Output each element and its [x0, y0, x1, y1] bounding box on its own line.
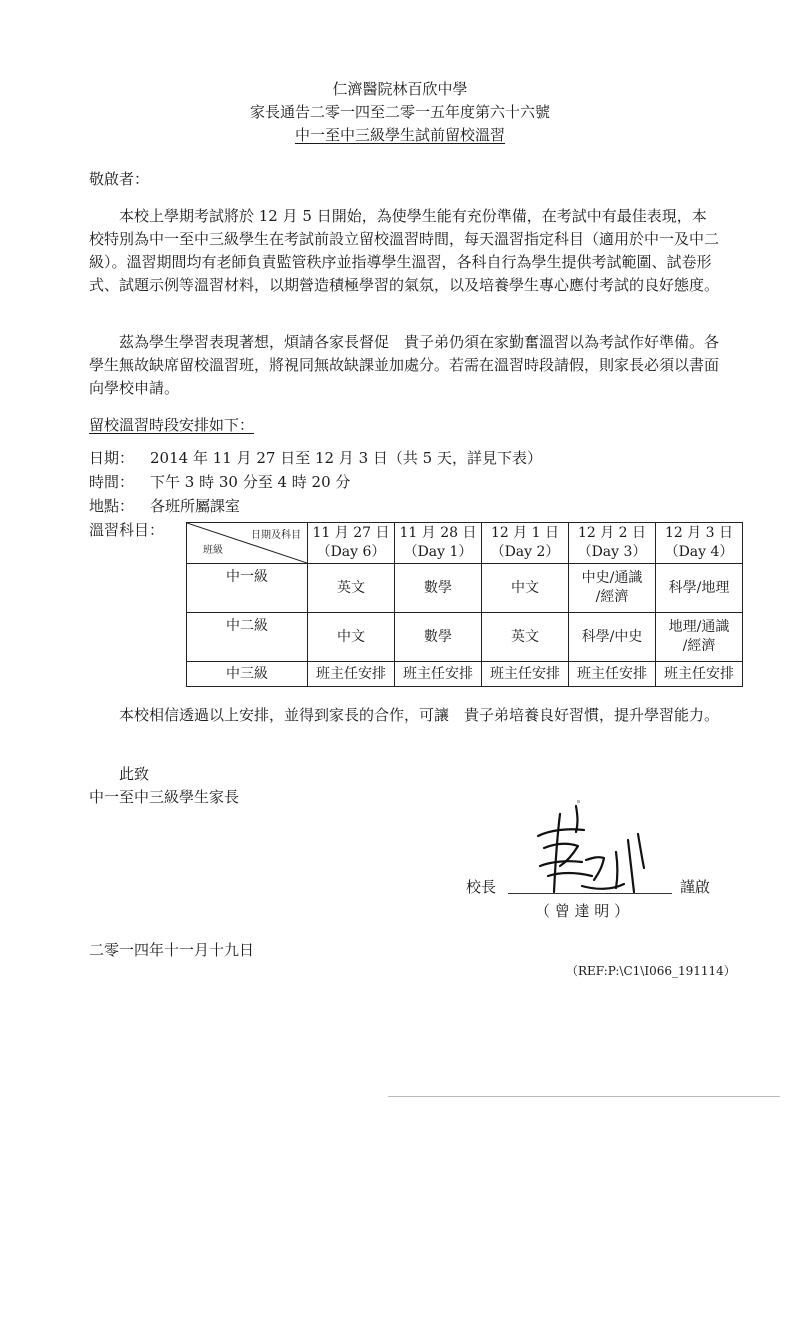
school-name: 仁濟醫院林百欣中學	[332, 80, 468, 98]
notice-subject-text: 中一至中三級學生試前留校溫習	[294, 126, 505, 144]
cell-text: 英文	[511, 628, 539, 645]
schedule-table	[186, 522, 743, 687]
handwritten-signature	[520, 800, 670, 900]
table-cell	[656, 613, 743, 662]
paragraph-1: 本校上學期考試將於 12 月 5 日開始，為使學生能有充份準備，在考試中有最佳表現，本校特別為中一至中三級學生在考試前設立留校溫習時間，每天溫習指定科目（適用於中一及中二級）。溫習期間均有老師負責監管秩序並指導學生溫習，各科自行為學生提供考試範圍、試卷形式、試題示例等溫習材料，以期營造積極學習的氣氛，以及培養學生專心應付考試的良好態度。	[89, 207, 720, 294]
column-day: （Day 6）	[316, 544, 386, 560]
table-cell: 班主任安排	[656, 662, 743, 687]
column-day: （Day 2）	[490, 544, 560, 560]
table-row	[187, 564, 743, 613]
row-label: 中三級	[187, 662, 308, 687]
cell-text: 中史/通識	[581, 570, 643, 586]
table-cell	[308, 613, 395, 662]
arrangement-heading	[89, 414, 254, 435]
cell-text: 地理/通識	[668, 619, 730, 635]
table-cell	[482, 564, 569, 613]
column-date: 12 月 2 日	[577, 525, 647, 541]
principal-name: （ 曾 達 明 ）	[535, 902, 630, 920]
table-cell	[656, 564, 743, 613]
column-date: 12 月 1 日	[490, 525, 560, 541]
table-cell: 班主任安排	[395, 662, 482, 687]
column-header	[482, 523, 569, 564]
notice-number: 家長通告二零一四至二零一五年度第六十六號	[249, 103, 550, 121]
table-cell	[569, 613, 656, 662]
table-cell	[482, 613, 569, 662]
paragraph-2: 茲為學生學習表現著想，煩請各家長督促 貴子弟仍須在家勤奮溫習以為考試作好準備。各學生無故缺席留校溫習班，將視同無故缺課並加處分。若需在溫習時段請假，則家長必須以書面向學校申請。	[89, 333, 720, 397]
table-cell	[308, 564, 395, 613]
closing-zhi: 此致	[119, 765, 150, 783]
cell-text: 中文	[337, 628, 365, 645]
notice-subject	[0, 124, 800, 145]
column-date: 12 月 3 日	[664, 525, 734, 541]
column-date: 11 月 27 日	[312, 525, 390, 541]
cell-text: 科學/地理	[668, 579, 730, 596]
cell-text: 科學/中史	[581, 628, 643, 645]
column-day: （Day 4）	[664, 544, 734, 560]
row-label: 中一級	[187, 564, 308, 613]
column-header	[569, 523, 656, 564]
place-value: 各班所屬課室	[150, 497, 241, 515]
cell-text: 中文	[511, 579, 539, 596]
place-label: 地點：	[89, 497, 135, 515]
time-value: 下午 3 時 30 分至 4 時 20 分	[150, 473, 351, 491]
arrangement-heading-text: 留校溫習時段安排如下：	[89, 416, 255, 434]
salutation: 敬啟者：	[89, 170, 150, 188]
cell-text: /經濟	[682, 638, 716, 654]
principal-title: 校長	[466, 878, 497, 896]
column-date: 11 月 28 日	[399, 525, 477, 541]
scan-mark	[388, 1096, 780, 1097]
column-header	[395, 523, 482, 564]
date-value: 2014 年 11 月 27 日至 12 月 3 日（共 5 天，詳見下表）	[150, 449, 542, 467]
date-label: 日期：	[89, 449, 135, 467]
cell-text: /經濟	[595, 589, 629, 605]
time-label: 時間：	[89, 473, 135, 491]
paragraph-3: 本校相信透過以上安排，並得到家長的合作，可讓 貴子弟培養良好習慣，提升學習能力。	[119, 706, 720, 724]
cell-text: 數學	[424, 628, 452, 645]
table-cell: 班主任安排	[569, 662, 656, 687]
recipient: 中一至中三級學生家長	[89, 788, 240, 806]
corner-top-label: 日期及科目	[251, 530, 301, 541]
table-cell: 班主任安排	[308, 662, 395, 687]
cell-text: 數學	[424, 579, 452, 596]
corner-bottom-label: 班級	[203, 545, 223, 556]
column-header	[656, 523, 743, 564]
column-header	[308, 523, 395, 564]
table-row	[187, 613, 743, 662]
jinqi: 謹啟	[680, 878, 711, 896]
row-label: 中二級	[187, 613, 308, 662]
table-header-row	[187, 523, 743, 564]
corner-cell	[187, 523, 308, 564]
subjects-label: 溫習科目：	[89, 521, 165, 539]
scan-dot	[577, 800, 580, 803]
table-cell	[395, 564, 482, 613]
cell-text: 英文	[337, 579, 365, 596]
table-row	[187, 662, 743, 687]
column-day: （Day 3）	[577, 544, 647, 560]
table-cell: 班主任安排	[482, 662, 569, 687]
issue-date: 二零一四年十一月十九日	[89, 941, 255, 959]
reference-code: （REF:P:\C1\I066_191114）	[566, 964, 736, 978]
column-day: （Day 1）	[403, 544, 473, 560]
table-cell	[569, 564, 656, 613]
table-cell	[395, 613, 482, 662]
